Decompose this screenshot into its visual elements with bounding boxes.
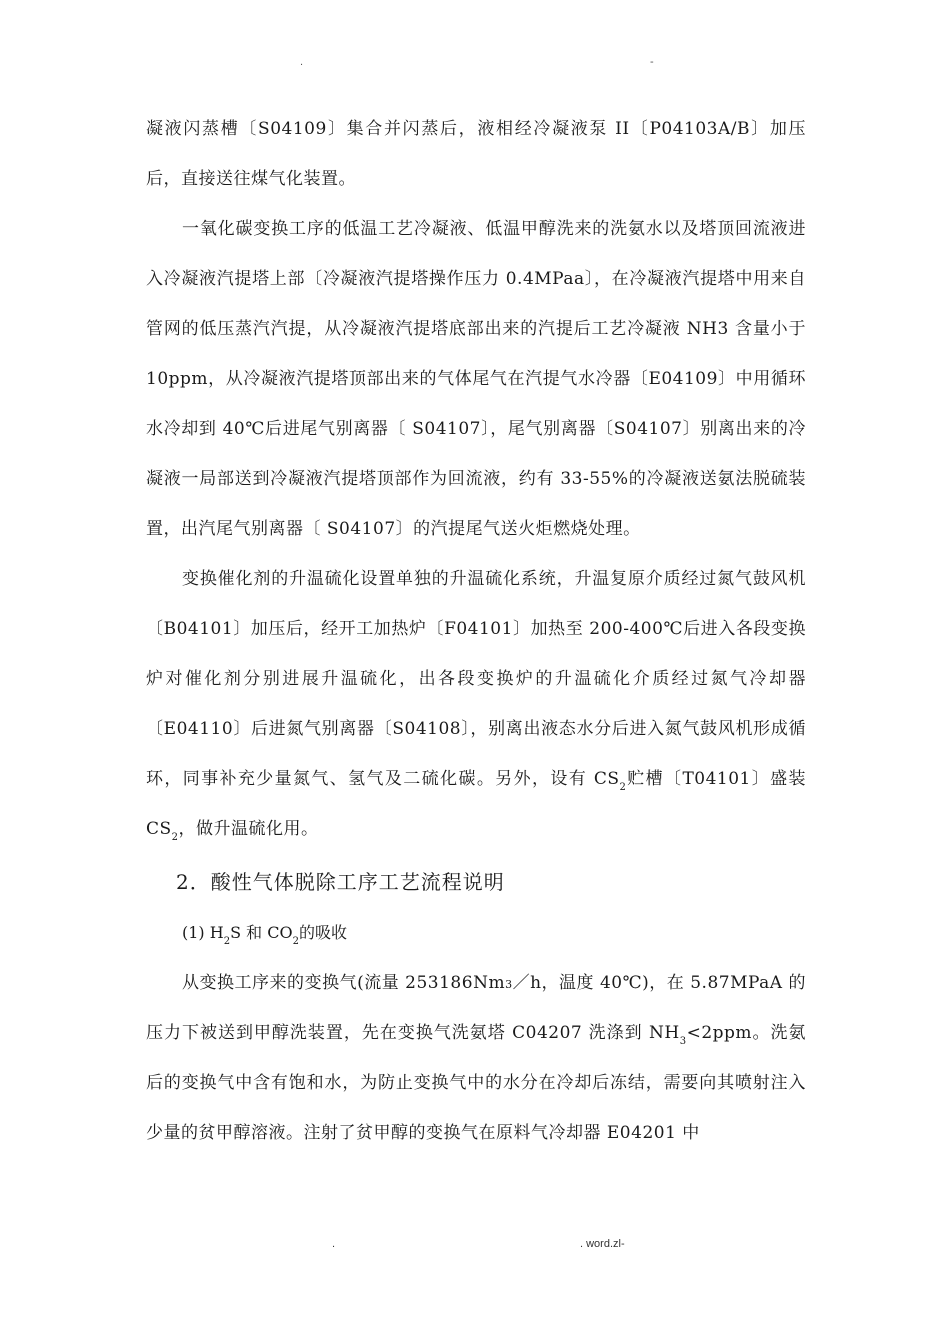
document-body [146, 104, 806, 1158]
footer-mark-left: . [332, 1238, 336, 1250]
paragraph-3-text-b: 贮槽〔T04101〕盛装 CS [146, 769, 806, 839]
subhead-text-b: S 和 CO [230, 923, 293, 942]
subscript-cs2-b: 2 [171, 832, 179, 843]
subscript-h2: 2 [223, 936, 231, 947]
subscript-nh3: 3 [679, 1036, 687, 1047]
paragraph-3-text-a: 变换催化剂的升温硫化设置单独的升温硫化系统，升温复原介质经过氮气鼓风机〔B04101〕加压后，经开工加热炉〔F04101〕加热至 200-400℃后进入各段变换炉对催化剂分别进展升温硫化，出各段变换炉的升温硫化介质经过氮气冷却器〔E04110〕后进氮气别离器〔S04108〕，别离出液态水分后进入氮气鼓风机形成循环，同事补充少量氮气、氢气及二硫化碳。另外，设有 CS [146, 569, 806, 789]
paragraph-4-text-c: <2ppm。洗氨后的变换气中含有饱和水，为防止变换气中的水分在冷却后冻结，需要向其喷射注入少量的贫甲醇溶液。注射了贫甲醇的变换气在原料气冷却器 E04201 中 [146, 1023, 806, 1143]
paragraph-4 [146, 958, 806, 1158]
subhead-text-c: 的吸收 [298, 923, 347, 942]
subscript-cs2-a: 2 [619, 782, 627, 793]
paragraph-4-text-a: 从变换工序来的变换气(流量 253186Nm [182, 973, 506, 993]
subscript-co2: 2 [292, 936, 299, 947]
paragraph-3-text-c: ，做升温硫化用。 [178, 819, 319, 839]
subhead-text-a: (1) H [182, 923, 224, 942]
paragraph-1: 凝液闪蒸槽〔S04109〕集合并闪蒸后，液相经冷凝液泵 II〔P04103A/B〕加压后，直接送往煤气化装置。 [146, 119, 806, 189]
paragraph-3 [146, 554, 806, 854]
section-heading: 2．酸性气体脱除工序工艺流程说明 [176, 870, 505, 894]
paragraph-2: 一氧化碳变换工序的低温工艺冷凝液、低温甲醇洗来的洗氨水以及塔顶回流液进入冷凝液汽提塔上部〔冷凝液汽提塔操作压力 0.4MPaa〕，在冷凝液汽提塔中用来自管网的低压蒸汽汽提，从冷凝液汽提塔底部出来的汽提后工艺冷凝液 NH3 含量小于 10ppm，从冷凝液汽提塔顶部出来的气体尾气在汽提气水冷器〔E04109〕中用循环水冷却到 40℃后进尾气别离器〔 S04107〕，尾气别离器〔S04107〕别离出来的冷凝液一局部送到冷凝液汽提塔顶部作为回流液，约有 33-55%的冷凝液送氨法脱硫装置，出汽尾气别离器〔 S04107〕的汽提尾气送火炬燃烧处理。 [146, 219, 806, 539]
subsection-heading [182, 908, 806, 958]
subscript-nm3: 3 [505, 978, 513, 991]
footer-mark-right: . word.zl- [580, 1238, 625, 1250]
header-mark-left: . [300, 56, 304, 68]
header-mark-right: - [650, 56, 654, 68]
paragraph-4-text-b: ／h，温度 40℃)，在 5.87MPaA 的压力下被送到甲醇洗装置，先在变换气洗氨塔 C04207 洗涤到 NH [146, 973, 806, 1043]
